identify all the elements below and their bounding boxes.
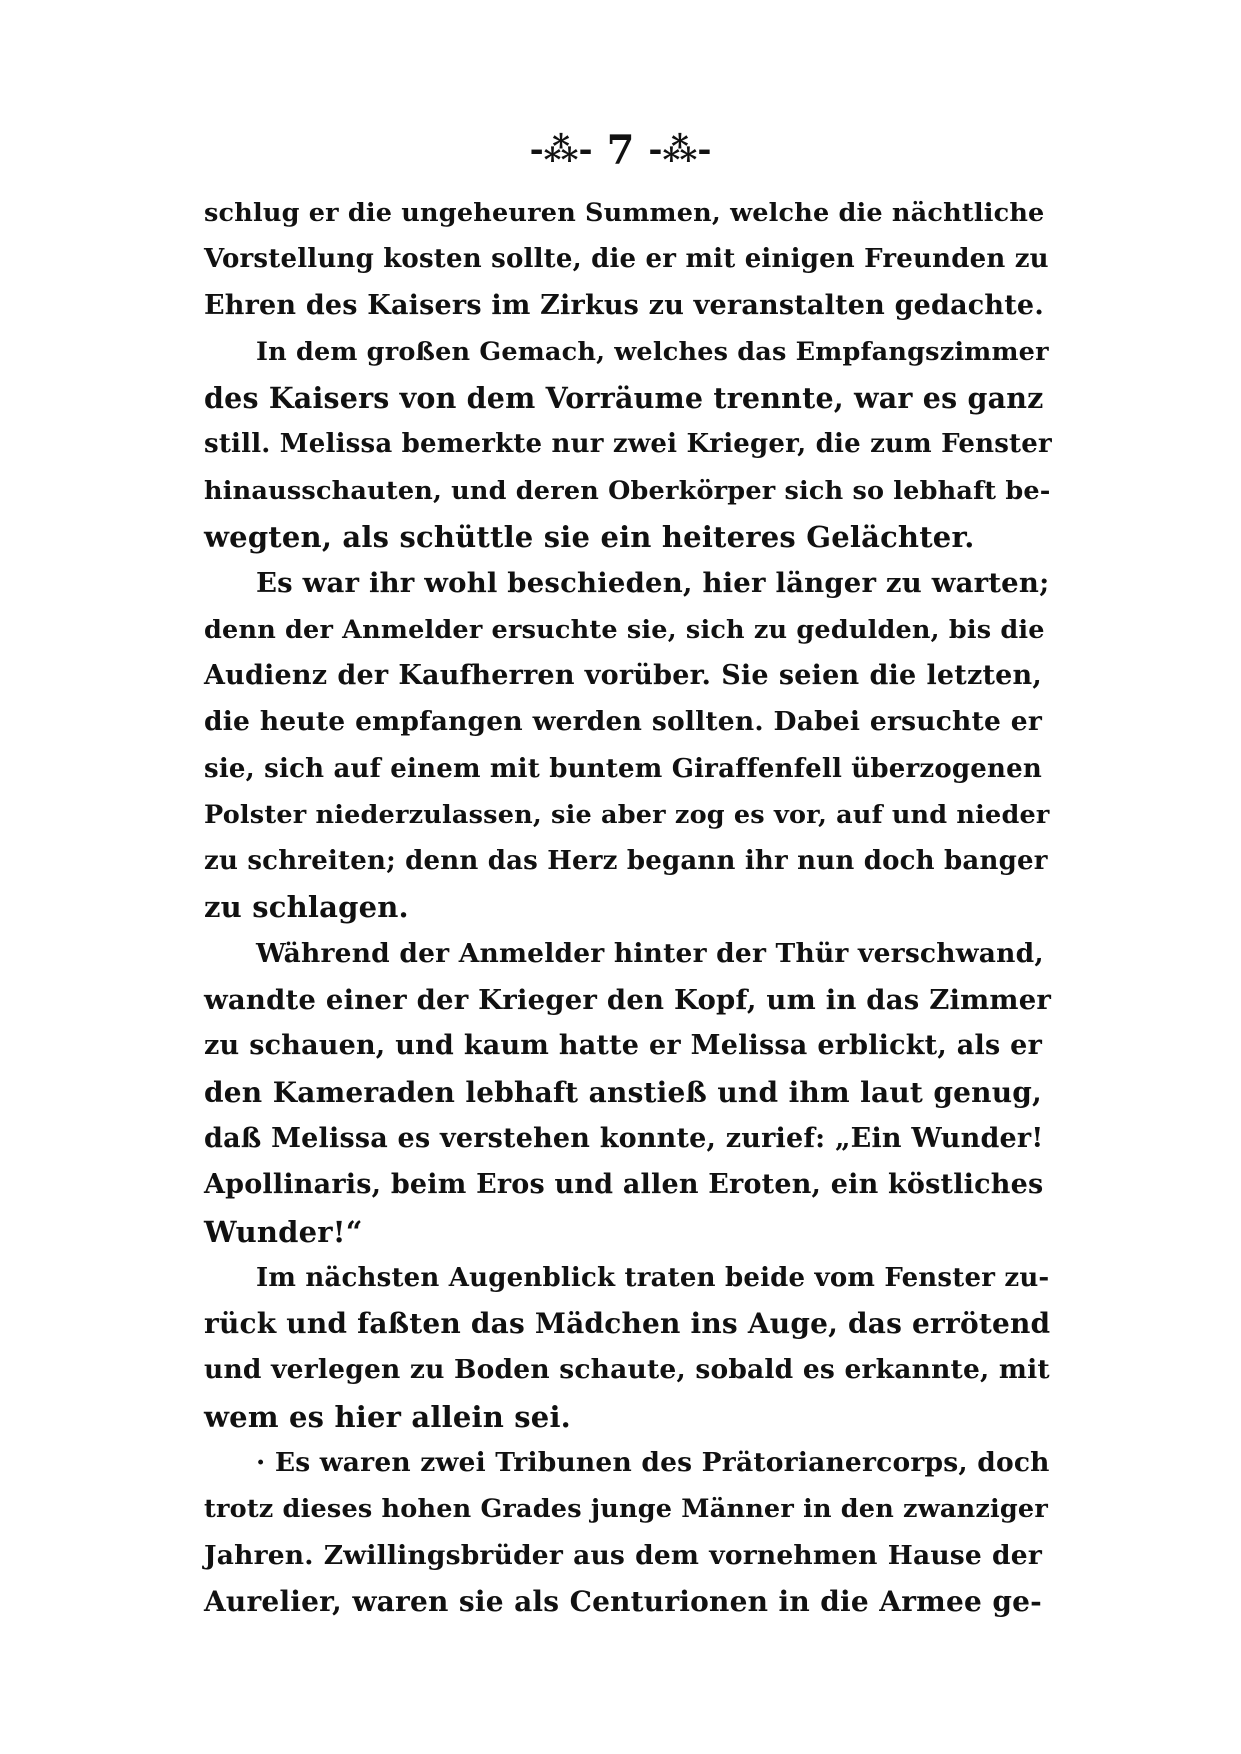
text-line: Aurelier, waren sie als Centurionen in die Armee ge-: [204, 1584, 1042, 1618]
text-line: zu schauen, und kaum hatte er Melissa erblickt, als er: [204, 1030, 1042, 1062]
text-line: Polster niederzulassen, sie aber zog es vor, auf und nieder: [204, 799, 1050, 830]
ornament-right: -⁂-: [648, 130, 712, 170]
text-line: Ehren des Kaisers im Zirkus zu veranstalten gedachte.: [204, 289, 1044, 321]
text-line: sie, sich auf einem mit buntem Giraffenfell überzogenen: [204, 753, 1042, 784]
text-line: daß Melissa es verstehen konnte, zurief: „Ein Wunder!: [204, 1122, 1044, 1154]
text-line: zu schlagen.: [204, 890, 409, 925]
text-line: Vorstellung kosten sollte, die er mit einigen Freunden zu: [204, 244, 1049, 275]
text-line: wegten, als schüttle sie ein heiteres Gelächter.: [204, 520, 975, 555]
text-line: denn der Anmelder ersuchte sie, sich zu gedulden, bis die: [204, 614, 1045, 645]
text-line: des Kaisers von dem Vorräume trennte, war es ganz: [204, 381, 1044, 416]
text-line: den Kameraden lebhaft anstieß und ihm laut genug,: [204, 1075, 1042, 1109]
text-line: wandte einer der Krieger den Kopf, um in das Zimmer: [204, 984, 1052, 1017]
ornament-left: -⁂-: [529, 130, 593, 170]
text-line: Wunder!“: [204, 1214, 363, 1249]
text-line: und verlegen zu Boden schaute, sobald es erkannte, mit: [204, 1354, 1050, 1386]
text-line: still. Melissa bemerkte nur zwei Krieger, die zum Fenster: [204, 429, 1052, 460]
body-text: [204, 190, 1052, 1625]
text-line: rück und faßten das Mädchen ins Auge, das errötend: [204, 1307, 1051, 1341]
text-line: Es war ihr wohl beschieden, hier länger zu warten;: [256, 567, 1050, 600]
text-line: schlug er die ungeheuren Summen, welche die nächtliche: [204, 198, 1045, 228]
page-number: 7: [606, 126, 635, 174]
text-line: Im nächsten Augenblick traten beide vom Fenster zu-: [256, 1262, 1050, 1293]
text-line: Apollinaris, beim Eros und allen Eroten, ein köstliches: [204, 1169, 1044, 1201]
text-line: trotz dieses hohen Grades junge Männer in den zwanziger: [204, 1494, 1048, 1525]
text-line: Jahren. Zwillingsbrüder aus dem vornehmen Hause der: [204, 1539, 1042, 1571]
text-line: wem es hier allein sei.: [204, 1399, 571, 1434]
text-line: Audienz der Kaufherren vorüber. Sie seien die letzten,: [204, 659, 1042, 691]
text-line: In dem großen Gemach, welches das Empfangszimmer: [256, 336, 1049, 367]
text-line: Während der Anmelder hinter der Thür verschwand,: [256, 937, 1044, 969]
text-line: zu schreiten; denn das Herz begann ihr nun doch banger: [204, 846, 1048, 877]
text-line: hinausschauten, und deren Oberkörper sich so lebhaft be-: [204, 475, 1051, 506]
text-line: die heute empfangen werden sollten. Dabei ersuchte er: [204, 706, 1042, 738]
text-line: · Es waren zwei Tribunen des Prätorianercorps, doch: [256, 1447, 1050, 1479]
page-header: [0, 120, 1241, 180]
